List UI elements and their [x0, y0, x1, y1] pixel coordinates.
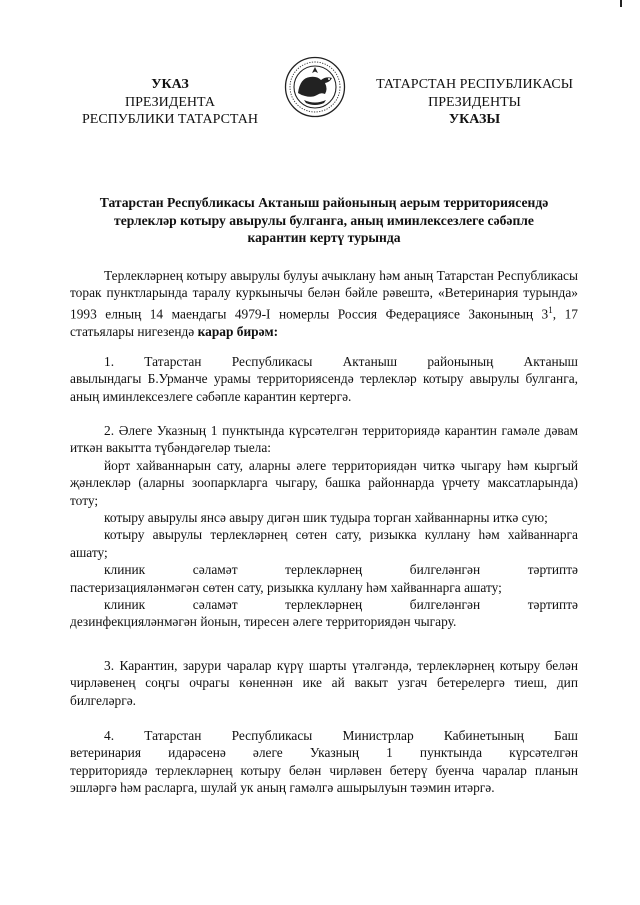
p3-text: 3. Карантин, зарури чаралар күрү шарты үтәлгәндә, терлекләрнең котыру белән чирләвенең соңгы очрагы көненнән ике ай вакыт узгач бетерелергә тиеш, дип билгеләргә. — [70, 658, 578, 708]
title-line-1: Татарстан Республикасы Актаныш районының аерым территориясендә — [99, 195, 549, 210]
header-ru-line-2: ПРЕЗИДЕНТА — [125, 94, 215, 110]
p2-item-3: котыру авырулы терлекләрнең сөтен сату, ризыкка куллану һәм хайваннарга ашату; — [70, 527, 578, 560]
p2-item-5-first-line: клиник сәламәт терлекләрнең билгеләнгән тәртиптә — [104, 597, 578, 613]
title-line-3: карантин кертү турында — [247, 230, 401, 245]
p2-item-4-rest: пастеризацияләнмәгән сөтен сату, ризыкка куллану һәм хайваннарга ашату; — [70, 579, 502, 595]
intro-decision-phrase: карар бирәм: — [197, 323, 279, 339]
p2-item-1: йорт хайваннарын сату, аларны әлеге территориядән читкә чыгару һәм кыргый җәнлекләр (аларны зоопаркларга чыгару, башка районнарда үрчету максатларында) тоту; — [70, 457, 578, 508]
tatarstan-emblem-icon — [284, 56, 346, 118]
p2-item-2: котыру авырулы янсә авыру дигән шик тудыра торган хайваннарны иткә сую; — [104, 510, 548, 526]
scan-mark — [620, 0, 622, 7]
paragraph-4 — [70, 727, 578, 797]
intro-superscript: 1 — [548, 304, 553, 315]
paragraph-1 — [70, 353, 578, 405]
header-tt-line-1: ТАТАРСТАН РЕСПУБЛИКАСЫ — [376, 77, 573, 92]
header-tt-line-3: УКАЗЫ — [448, 112, 501, 127]
p2-intro: 2. Әлеге Указның 1 пунктында күрсәтелгән территориядә карантин гамәле дәвам иткән вакытта түбәндәгеләр тыела: — [70, 423, 578, 456]
header-ru-line-3: РЕСПУБЛИКИ ТАТАРСТАН — [81, 112, 258, 127]
p2-item-4-first-line: клиник сәламәт терлекләрнең билгеләнгән тәртиптә — [104, 562, 578, 578]
paragraph-2 — [70, 422, 578, 631]
header-russian — [70, 76, 270, 129]
p4-line-2: ветеринария идарәсенә әлеге Указның 1 пунктында күрсәтелгән — [70, 745, 578, 761]
document-title — [70, 194, 578, 247]
intro-text-part-1: Терлекләрнең котыру авырулы булуы ачыклану һәм аның Татарстан Республикасы торак пунктларында таралу куркынычы белән бәйле рәвештә, «Ветеринария турында» 1993 елның 14 маендагы 4979-I номерлы Россия Федерациясе Законының 3 — [70, 268, 578, 322]
paragraph-3 — [70, 657, 578, 709]
p1-first-line: 1. Татарстан Республикасы Актаныш районының Актаныш — [104, 354, 578, 369]
header-tatar — [357, 76, 592, 129]
header-ru-line-1: УКАЗ — [151, 77, 189, 92]
title-line-2: терлекләр котыру авырулы булганга, аның иминлексезлеге сәбәпле — [114, 212, 534, 228]
intro-text — [70, 267, 578, 340]
p4-rest: территориядә терлекләрнең котыру белән чирләвен бетерү буенча чаралар планын эшләргә һәм расларга, шулай ук аның гамәлгә ашырылуын тәэмин итәргә. — [70, 762, 578, 796]
intro-text-part-2: , 17 статьялары нигезендә — [70, 306, 578, 339]
p4-line-1: 4. Татарстан Республикасы Министрлар Кабинетының Баш — [104, 728, 578, 743]
intro-paragraph — [70, 267, 578, 340]
header-tt-line-2: ПРЕЗИДЕНТЫ — [428, 94, 521, 110]
p2-item-5-rest: дезинфекцияләнмәгән йонын, тиресен әлеге территориядән чыгару. — [70, 614, 457, 630]
p1-rest: авылындагы Б.Урманче урамы территориясендә терлекләр котыру авырулы булганга, аның иминлексезлеге сәбәпле карантин кертергә. — [70, 371, 578, 404]
